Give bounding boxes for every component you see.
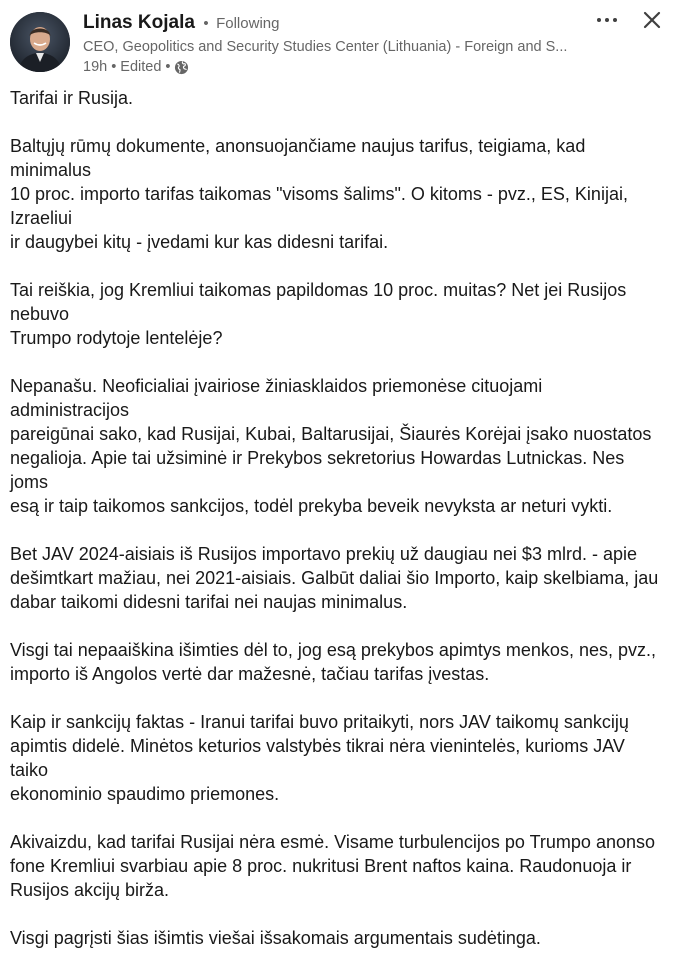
post-paragraph: Tarifai ir Rusija. [10, 88, 134, 108]
post-paragraph: Nepanašu. Neoficialiai įvairiose žiniasklaidos priemonėse cituojami administracijos pareigūnai sako, kad Rusijai, Kubai, Baltarusijai, Šiaurės Korėjai įsako nuostatos negalioja. Apie tai užsiminė ir Prekybos sekretorius Howardas Lutnickas. Nes joms esą ir taip taikomos sankcijos, todėl prekyba beveik nevyksta ar neturi vykti. [10, 376, 652, 516]
follow-status[interactable]: Following [216, 15, 280, 32]
author-headline: CEO, Geopolitics and Security Studies Center (Lithuania) - Foreign and S... [83, 39, 568, 55]
more-horizontal-icon [589, 8, 625, 32]
edited-label: Edited [120, 59, 162, 75]
author-line [83, 10, 583, 37]
post-paragraph: Visgi tai nepaaiškina išimties dėl to, jog esą prekybos apimtys menkos, nes, pvz., importo iš Angolos vertė dar mažesnė, tačiau tarifas įvestas. [10, 640, 656, 684]
post-time: 19h [83, 59, 108, 75]
close-button[interactable] [638, 6, 666, 34]
post-text [10, 86, 666, 974]
post-paragraph: Tai reiškia, jog Kremliui taikomas papildomas 10 proc. muitas? Net jei Rusijos nebuvo Trumpo rodytoje lentelėje? [10, 280, 627, 348]
separator-dot: • [111, 59, 117, 75]
post-paragraph: Kaip ir sankcijų faktas - Iranui tarifai buvo pritaikyti, nors JAV taikomų sankcijų apimtis didelė. Minėtos keturios valstybės tikrai nėra vienintelės, kurioms JAV taiko ekonominio spaudimo priemones. [10, 712, 629, 804]
separator-dot: • [165, 59, 171, 75]
post-paragraph: Visgi pagrįsti šias išimtis viešai išsakomais argumentais sudėtinga. [10, 928, 541, 948]
globe-icon [174, 60, 189, 75]
close-icon [638, 6, 666, 34]
avatar[interactable] [10, 12, 70, 72]
separator-dot: • [203, 15, 209, 32]
more-options-button[interactable] [589, 8, 625, 32]
author-info [83, 10, 583, 77]
post-meta [83, 57, 583, 77]
post-header [0, 0, 674, 80]
post-paragraph: Bet JAV 2024-aisiais iš Rusijos importavo prekių už daugiau nei $3 mlrd. - apie dešimtkart mažiau, nei 2021-aisiais. Galbūt daliai šio Importo, kaip skelbiama, jau dabar taikomi didesni tarifai nei naujas minimalus. [10, 544, 659, 612]
post-paragraph: Baltųjų rūmų dokumente, anonsuojančiame naujus tarifus, teigiama, kad minimalus 10 proc. importo tarifas taikomas "visoms šalims". O kitoms - pvz., ES, Kinijai, Izraeliui ir daugybei kitų - įvedami kur kas didesni tarifai. [10, 136, 628, 252]
avatar-photo [10, 12, 70, 72]
post-paragraph: Akivaizdu, kad tarifai Rusijai nėra esmė. Visame turbulencijos po Trumpo anonso fone Kremliui svarbiau apie 8 proc. nukritusi Brent naftos kaina. Raudonuoja ir Rusijos akcijų birža. [10, 832, 655, 900]
author-name[interactable]: Linas Kojala [83, 12, 195, 33]
